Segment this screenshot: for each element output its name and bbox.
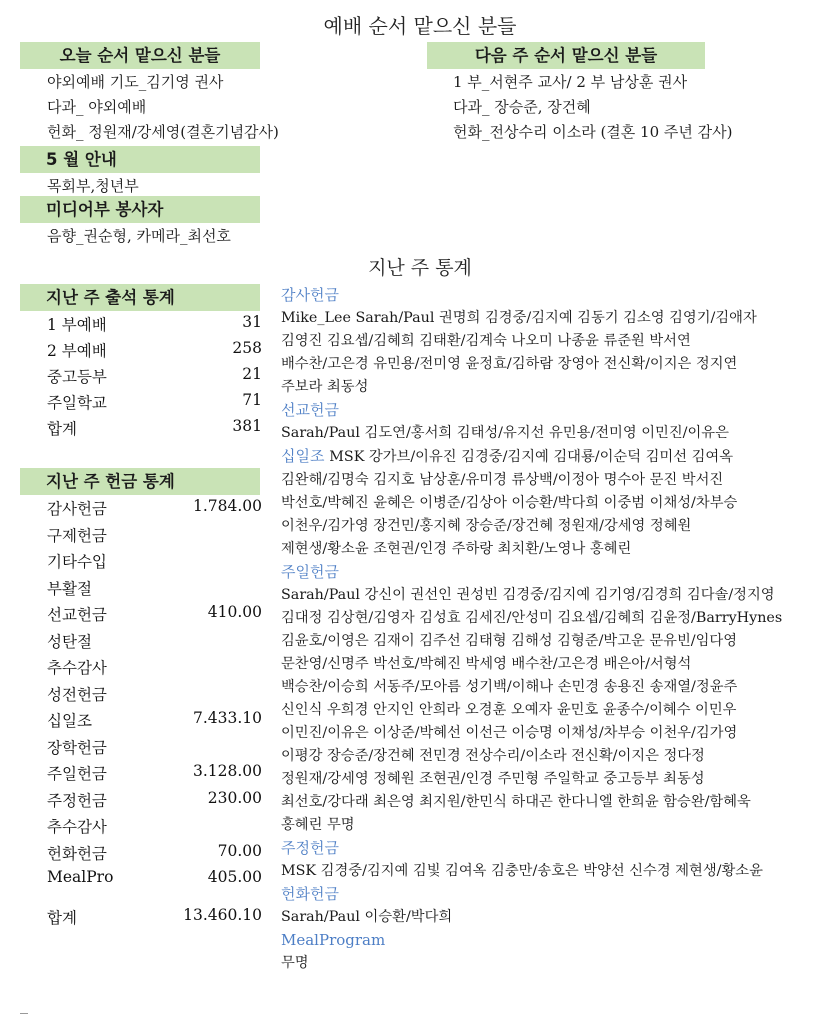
- offering-row: [47, 603, 262, 629]
- next-week-line: 다과_ 장승준, 장건혜: [453, 98, 591, 116]
- offering-row: [47, 868, 262, 894]
- donor-names: 이민진/이유은 이상준/박혜선 이선근 이승명 이채성/차부승 이천우/김가영: [281, 725, 738, 741]
- donor-names: 이천우/김가영 장건민/홍지혜 장승준/장건혜 정원재/강세영 정혜원: [281, 518, 692, 534]
- donor-names: 정원재/강세영 정혜원 조현권/인경 주민형 주일학교 중고등부 최동성: [281, 771, 705, 787]
- category-label: 주정헌금: [281, 839, 339, 857]
- today-line: 야외예배 기도_김기영 권사: [47, 73, 224, 91]
- today-header: 오늘 순서 맡으신 분들: [20, 42, 260, 69]
- row-label: 장학헌금: [47, 738, 107, 757]
- total-value: 13.460.10: [183, 906, 262, 924]
- row-label: 헌화헌금: [47, 844, 107, 863]
- donor-category: [281, 883, 811, 906]
- offering-header: 지난 주 헌금 통계: [20, 468, 260, 495]
- donor-names: 최선호/강다래 최은영 최지원/한민식 하대곤 한다니엘 한희윤 함승완/함혜욱: [281, 794, 751, 810]
- offering-row: [47, 656, 262, 682]
- row-value: 230.00: [207, 788, 262, 807]
- donor-names: 홍혜린 무명: [281, 817, 355, 833]
- offering-row: [47, 497, 262, 523]
- offering-row: [47, 842, 262, 868]
- media-header: 미디어부 봉사자: [20, 196, 260, 223]
- row-label: 추수감사: [47, 659, 107, 677]
- row-label: 합계: [47, 420, 77, 438]
- offering-row: [47, 524, 262, 550]
- donor-category: [281, 929, 811, 952]
- donor-names: 배수찬/고은경 유민용/전미영 윤정효/김하람 장영아 전신확/이지은 정지연: [281, 356, 738, 372]
- next-week-header: 다음 주 순서 맡으신 분들: [427, 42, 705, 69]
- stats-title: 지난 주 통계: [368, 257, 472, 279]
- donor-names: 박선호/박혜진 윤혜은 이병준/김상아 이승환/박다희 이중범 이채성/차부승: [281, 495, 738, 511]
- offering-row: [47, 762, 262, 788]
- row-label: 십일조: [47, 712, 92, 730]
- donor-names: 신인식 우희경 안지인 안희라 오경훈 오예자 윤민호 윤종수/이혜수 이민우: [281, 702, 737, 718]
- donor-names: MSK 김경중/김지예 김빛 김여옥 김충만/송호은 박양선 신수경 제현생/황소윤: [281, 863, 763, 879]
- attendance-row: [47, 365, 262, 391]
- donor-list: [281, 284, 811, 975]
- donor-names: 무명: [281, 955, 309, 971]
- donor-names: Sarah/Paul 강신이 권선인 권성빈 김경중/김지예 김기영/김경희 김다솔/정지영: [281, 587, 775, 603]
- donor-category: [281, 445, 811, 469]
- row-label: 중고등부: [47, 368, 107, 386]
- donor-names: 김영진 김요셉/김혜희 김태환/김계숙 나오미 나종윤 류준원 박서연: [281, 333, 691, 349]
- offering-row: [47, 683, 262, 709]
- offering-row: [47, 550, 262, 576]
- category-label: MealProgram: [281, 931, 386, 949]
- offering-row: [47, 789, 262, 815]
- row-label: 성탄절: [47, 632, 92, 651]
- next-week-line: 1 부_서현주 교사/ 2 부 남상훈 권사: [453, 73, 688, 91]
- donor-names: 제현생/황소윤 조현권/인경 주하랑 최치환/노영나 홍혜린: [281, 541, 632, 557]
- donor-names: 이평강 장승준/장건혜 전민경 전상수리/이소라 전신확/이지은 정다정: [281, 748, 705, 764]
- next-week-line: 헌화_전상수리 이소라 (결혼 10 주년 감사): [453, 123, 733, 141]
- offering-row: [47, 709, 262, 735]
- donor-names: 백승찬/이승희 서동주/모아름 성기백/이해나 손민경 송용진 송재열/정윤주: [281, 679, 738, 695]
- may-notice-line: 목회부,청년부: [47, 177, 139, 195]
- row-label: 부활절: [47, 579, 92, 598]
- donor-category: [281, 284, 811, 307]
- row-value: 258: [232, 339, 262, 357]
- row-value: 7.433.10: [192, 709, 262, 727]
- row-value: 21: [242, 365, 262, 383]
- donor-names: 김윤호/이영은 김재이 김주선 김태형 김해성 김형준/박고운 문유빈/임다영: [281, 633, 738, 649]
- donor-names: 문찬영/신명주 박선호/박혜진 박세영 배수찬/고은경 배은아/서형석: [281, 656, 692, 672]
- row-value: 31: [242, 313, 262, 331]
- category-label: 감사헌금: [281, 286, 339, 304]
- row-value: 381: [232, 417, 262, 435]
- donor-names: 김완해/김명숙 김지호 남상훈/유미경 류상백/이정아 명수아 문진 박서진: [281, 472, 724, 488]
- attendance-row: [47, 391, 262, 417]
- category-label: 선교헌금: [281, 401, 339, 419]
- donor-names: 김대정 김상현/김영자 김성효 김세진/안성미 김요셉/김혜희 김윤정/BarryHynes: [281, 610, 783, 626]
- row-value: 3.128.00: [192, 762, 262, 780]
- row-label: 기타수입: [47, 553, 107, 571]
- donor-names: Sarah/Paul 이승환/박다희: [281, 909, 453, 925]
- may-notice-header: 5 월 안내: [20, 146, 260, 173]
- row-value: 405.00: [207, 868, 262, 886]
- offering-row: [47, 577, 262, 603]
- donor-category: [281, 837, 811, 860]
- row-label: 2 부예배: [47, 342, 107, 360]
- row-value: 1.784.00: [192, 497, 262, 515]
- row-label: 성전헌금: [47, 685, 107, 704]
- category-label: 십일조: [281, 447, 325, 465]
- today-line: 다과_ 야외예배: [47, 98, 147, 116]
- row-value: 71: [242, 391, 262, 409]
- media-line: 음향_권순형, 카메라_최선호: [47, 227, 231, 245]
- attendance-row: [47, 417, 262, 443]
- row-value: 70.00: [217, 841, 262, 860]
- today-line: 헌화_ 정원재/강세영(결혼기념감사): [47, 123, 279, 141]
- donor-names: 주보라 최동성: [281, 379, 369, 395]
- row-label: 주일학교: [47, 394, 107, 412]
- donor-names: Mike_Lee Sarah/Paul 권명희 김경중/김지예 김동기 김소영 김영기/김애자: [281, 310, 757, 326]
- page-title: 예배 순서 맡으신 분들: [323, 14, 517, 38]
- offering-row: [47, 736, 262, 762]
- offering-row: [47, 630, 262, 656]
- row-label: 추수감사: [47, 818, 107, 836]
- donor-category: [281, 561, 811, 584]
- row-label: 감사헌금: [47, 500, 107, 518]
- row-label: 구제헌금: [47, 526, 107, 545]
- attendance-header: 지난 주 출석 통계: [20, 284, 260, 311]
- donor-names: Sarah/Paul 김도연/홍서희 김태성/유지선 유민용/전미영 이민진/이유은: [281, 425, 729, 441]
- row-label: 주일헌금: [47, 765, 107, 783]
- row-label: MealPro: [47, 868, 114, 886]
- category-label: 주일헌금: [281, 563, 339, 581]
- offering-row: [47, 815, 262, 841]
- total-label: 합계: [47, 909, 77, 927]
- row-label: 1 부예배: [47, 316, 107, 334]
- attendance-row: [47, 313, 262, 339]
- attendance-row: [47, 339, 262, 365]
- row-label: 선교헌금: [47, 606, 107, 624]
- row-label: 주정헌금: [47, 791, 107, 810]
- category-label: 헌화헌금: [281, 885, 339, 903]
- row-value: 410.00: [207, 603, 262, 621]
- footer-mark: [20, 1013, 28, 1014]
- donor-names: MSK 강가브/이유진 김경중/김지예 김대룡/이순덕 김미선 김여옥: [329, 449, 734, 465]
- offering-total-row: [47, 906, 262, 932]
- donor-category: [281, 399, 811, 422]
